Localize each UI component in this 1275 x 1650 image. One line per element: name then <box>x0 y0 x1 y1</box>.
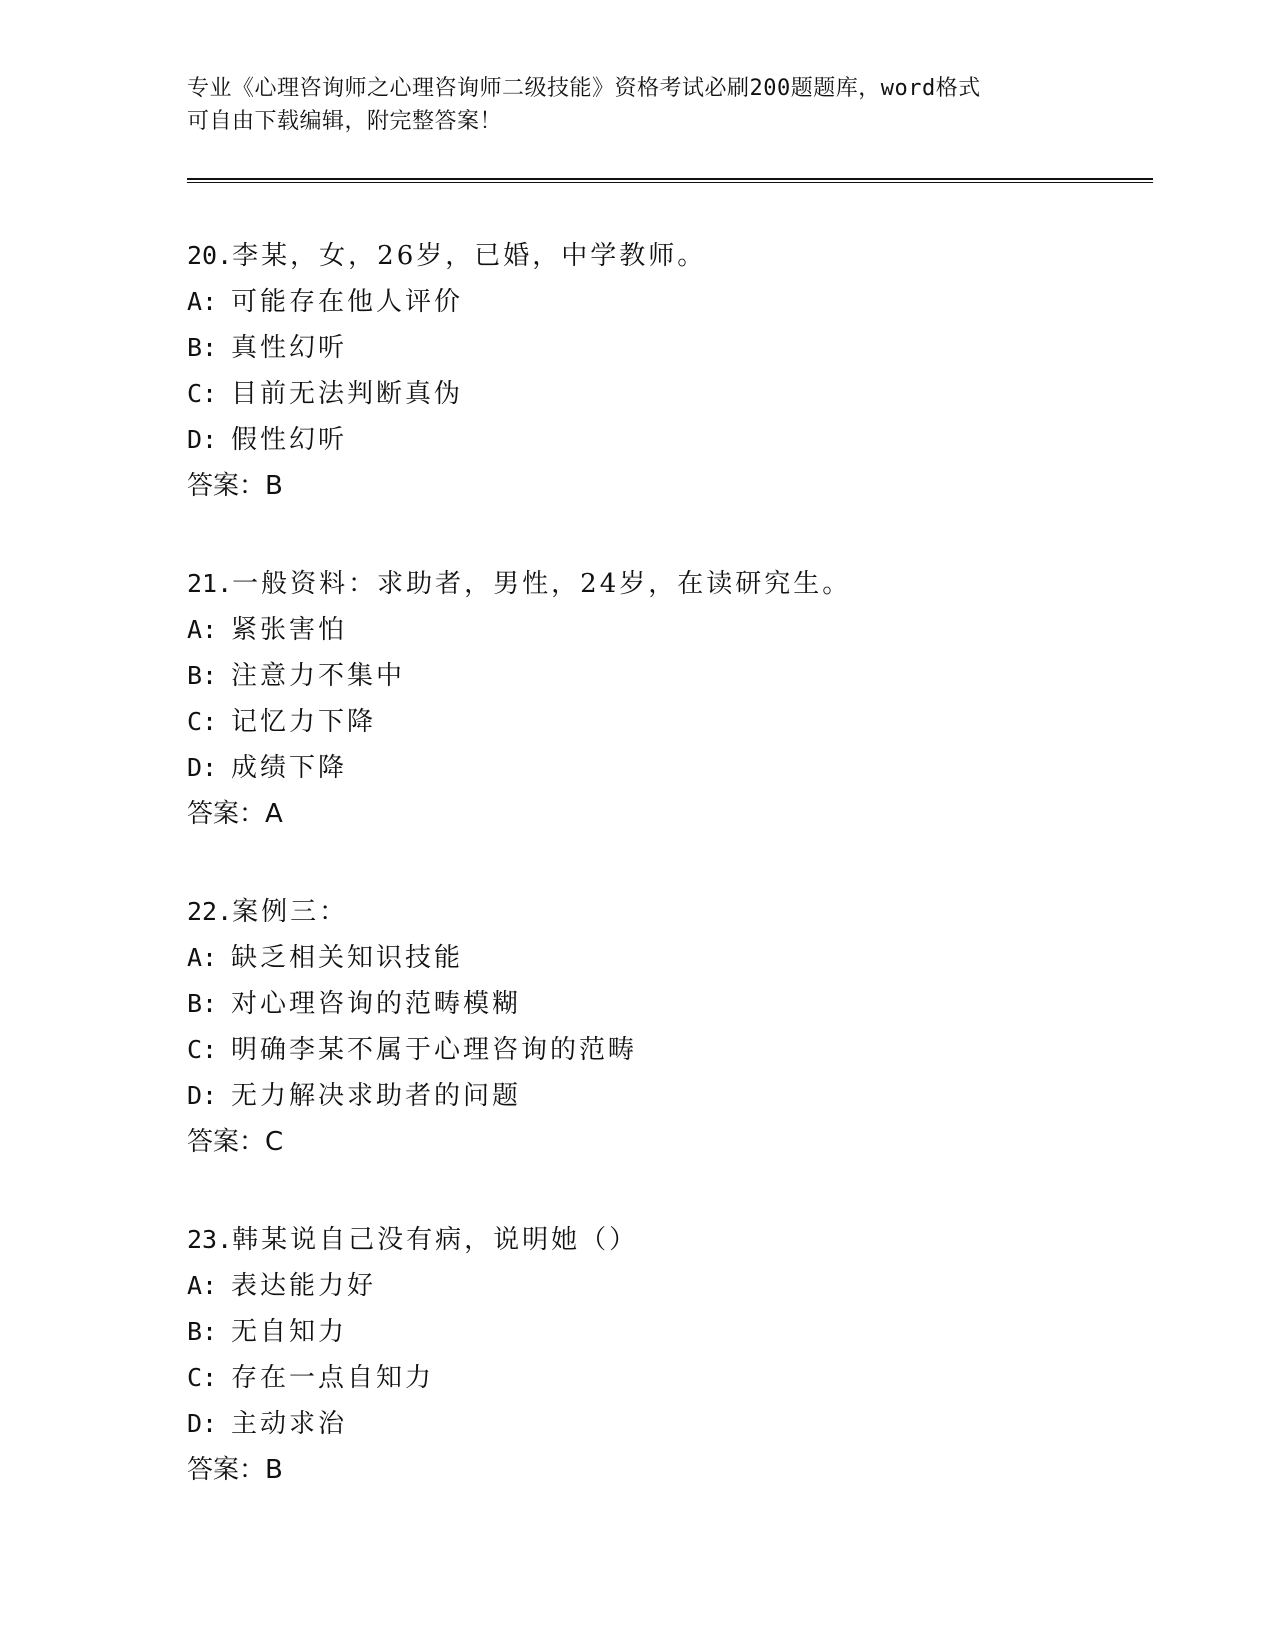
option-d <box>187 745 1147 791</box>
option-key: D: <box>187 1081 218 1110</box>
option-text: 假性幻听 <box>231 425 348 455</box>
answer-line: 答案：B <box>187 471 283 501</box>
option-text: 紧张害怕 <box>231 615 348 645</box>
option-key: B: <box>187 333 218 362</box>
question-21 <box>187 561 1147 837</box>
option-d <box>187 1073 1147 1119</box>
option-text: 表达能力好 <box>231 1271 377 1301</box>
question-stem <box>187 233 1147 279</box>
option-text: 存在一点自知力 <box>231 1363 435 1393</box>
question-22 <box>187 889 1147 1165</box>
option-b <box>187 653 1147 699</box>
option-a <box>187 935 1147 981</box>
option-key: B: <box>187 989 218 1018</box>
option-b <box>187 981 1147 1027</box>
header-line-1: 专业《心理咨询师之心理咨询师二级技能》资格考试必刷200题题库，word格式 <box>187 76 981 101</box>
option-key: C: <box>187 707 218 736</box>
option-key: A: <box>187 943 218 972</box>
option-text: 成绩下降 <box>231 753 348 783</box>
header-line-2: 可自由下载编辑，附完整答案！ <box>187 109 503 134</box>
question-stem <box>187 561 1147 607</box>
option-c <box>187 371 1147 417</box>
header-divider <box>187 178 1153 183</box>
option-key: A: <box>187 287 218 316</box>
answer-line: 答案：B <box>187 1455 283 1485</box>
option-c <box>187 1027 1147 1073</box>
option-text: 真性幻听 <box>231 333 348 363</box>
option-key: D: <box>187 1409 218 1438</box>
option-text: 可能存在他人评价 <box>231 287 464 317</box>
option-text: 主动求治 <box>231 1409 348 1439</box>
answer-line: 答案：A <box>187 799 283 829</box>
option-text: 注意力不集中 <box>231 661 406 691</box>
question-23 <box>187 1217 1147 1493</box>
document-header <box>187 72 1087 138</box>
question-number: 23. <box>187 1225 233 1254</box>
option-key: B: <box>187 1317 218 1346</box>
option-key: C: <box>187 1363 218 1392</box>
question-text: 一般资料：求助者，男性，24岁，在读研究生。 <box>232 569 852 599</box>
option-text: 目前无法判断真伪 <box>231 379 464 409</box>
option-a <box>187 607 1147 653</box>
option-key: D: <box>187 425 218 454</box>
question-text: 李某，女，26岁，已婚，中学教师。 <box>232 241 707 271</box>
question-number: 20. <box>187 241 233 270</box>
option-key: B: <box>187 661 218 690</box>
question-20 <box>187 233 1147 509</box>
option-b <box>187 1309 1147 1355</box>
question-stem <box>187 889 1147 935</box>
option-key: D: <box>187 753 218 782</box>
option-text: 记忆力下降 <box>231 707 377 737</box>
option-text: 无力解决求助者的问题 <box>231 1081 522 1111</box>
question-number: 22. <box>187 897 233 926</box>
question-stem <box>187 1217 1147 1263</box>
option-key: A: <box>187 1271 218 1300</box>
option-a <box>187 279 1147 325</box>
option-text: 明确李某不属于心理咨询的范畴 <box>231 1035 638 1065</box>
option-text: 无自知力 <box>231 1317 348 1347</box>
option-c <box>187 1355 1147 1401</box>
option-b <box>187 325 1147 371</box>
question-list <box>187 233 1147 1545</box>
option-d <box>187 417 1147 463</box>
answer-line: 答案：C <box>187 1127 284 1157</box>
option-key: C: <box>187 379 218 408</box>
option-text: 缺乏相关知识技能 <box>231 943 464 973</box>
option-d <box>187 1401 1147 1447</box>
question-text: 韩某说自己没有病，说明她（） <box>232 1225 639 1255</box>
option-key: C: <box>187 1035 218 1064</box>
question-text: 案例三： <box>232 897 349 927</box>
question-number: 21. <box>187 569 233 598</box>
option-key: A: <box>187 615 218 644</box>
option-text: 对心理咨询的范畴模糊 <box>231 989 522 1019</box>
option-a <box>187 1263 1147 1309</box>
option-c <box>187 699 1147 745</box>
